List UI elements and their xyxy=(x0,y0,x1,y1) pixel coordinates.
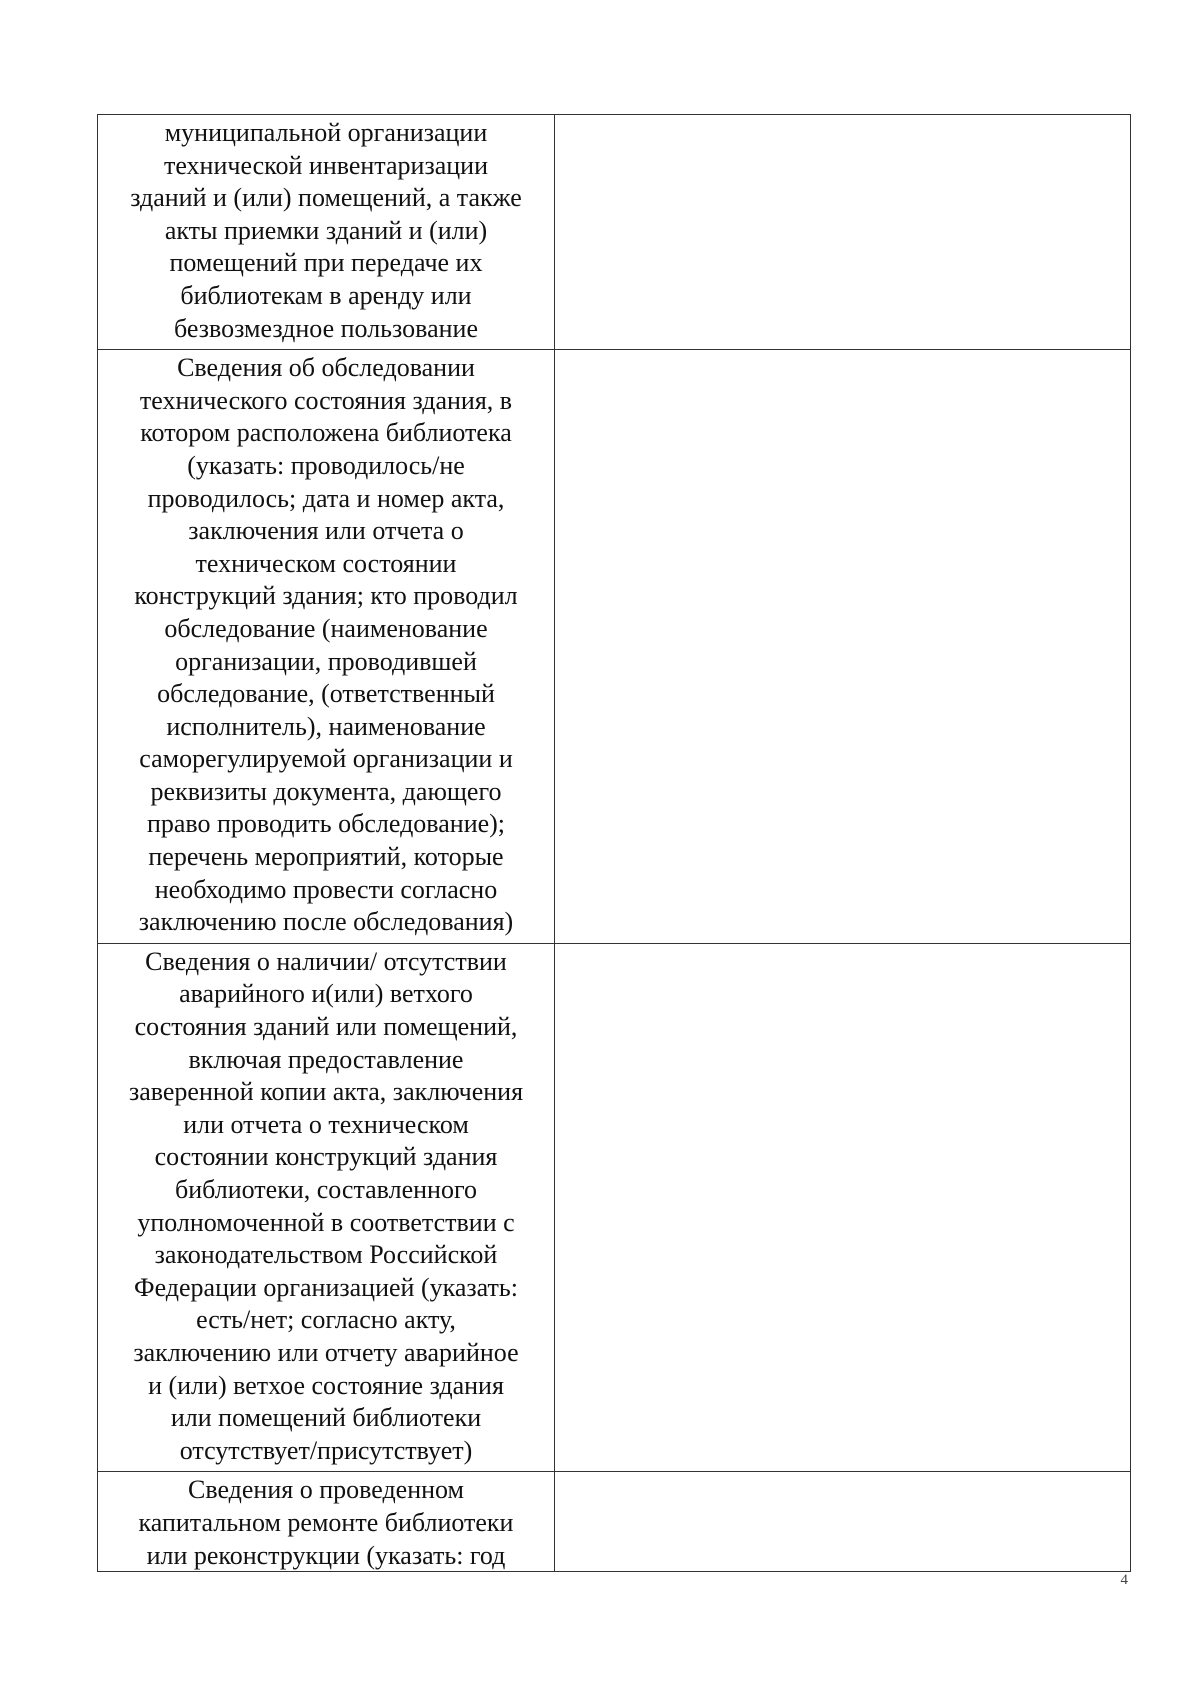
table-row xyxy=(98,115,1131,350)
row-value[interactable] xyxy=(555,115,1130,121)
row-label: Сведения об обследовании технического состояния здания, в котором расположена библиотека (указать: проводилось/не проводилось; дата и номер акта, заключения или отчета о техническом состоянии конструкций здания; кто проводил обследование (наименование организации, проводившей обследование, (ответственный исполнитель), наименование саморегулируемой организации и реквизиты документа, дающего право проводить обследование); перечень мероприятий, которые необходимо провести согласно заключению после обследования) xyxy=(134,353,518,937)
row-value-cell[interactable] xyxy=(555,1472,1131,1572)
page-number: 4 xyxy=(1120,1572,1128,1588)
row-value[interactable] xyxy=(555,350,1130,356)
row-label-cell xyxy=(98,350,555,944)
row-value-cell[interactable] xyxy=(555,350,1131,944)
row-label: муниципальной организации технической инвентаризации зданий и (или) помещений, а также акты приемки зданий и (или) помещений при передаче их библиотекам в аренду или безвозмездное пользование xyxy=(130,118,522,343)
row-value-cell[interactable] xyxy=(555,115,1131,350)
table-row xyxy=(98,943,1131,1472)
row-label: Сведения о наличии/ отсутствии аварийного и(или) ветхого состояния зданий или помещений, включая предоставление заверенной копии акта, заключения или отчета о техническом состоянии конструкций здания библиотеки, составленного уполномоченной в соответствии с законодательством Российской Федерации организацией (указать: есть/нет; согласно акту, заключению или отчету аварийное и (или) ветхое состояние здания или помещений библиотеки отсутствует/присутствует) xyxy=(128,946,524,1465)
row-label-cell xyxy=(98,943,555,1472)
table-row xyxy=(98,350,1131,944)
row-value[interactable] xyxy=(555,944,1130,950)
row-value-cell[interactable] xyxy=(555,943,1131,1472)
table-row xyxy=(98,1472,1131,1572)
row-value[interactable] xyxy=(555,1472,1130,1571)
row-label: Сведения о проведенном капитальном ремонте библиотеки или реконструкции (указать: год xyxy=(138,1475,514,1570)
row-label-cell xyxy=(98,115,555,350)
row-label-cell xyxy=(98,1472,555,1572)
document-table xyxy=(97,114,1131,1572)
